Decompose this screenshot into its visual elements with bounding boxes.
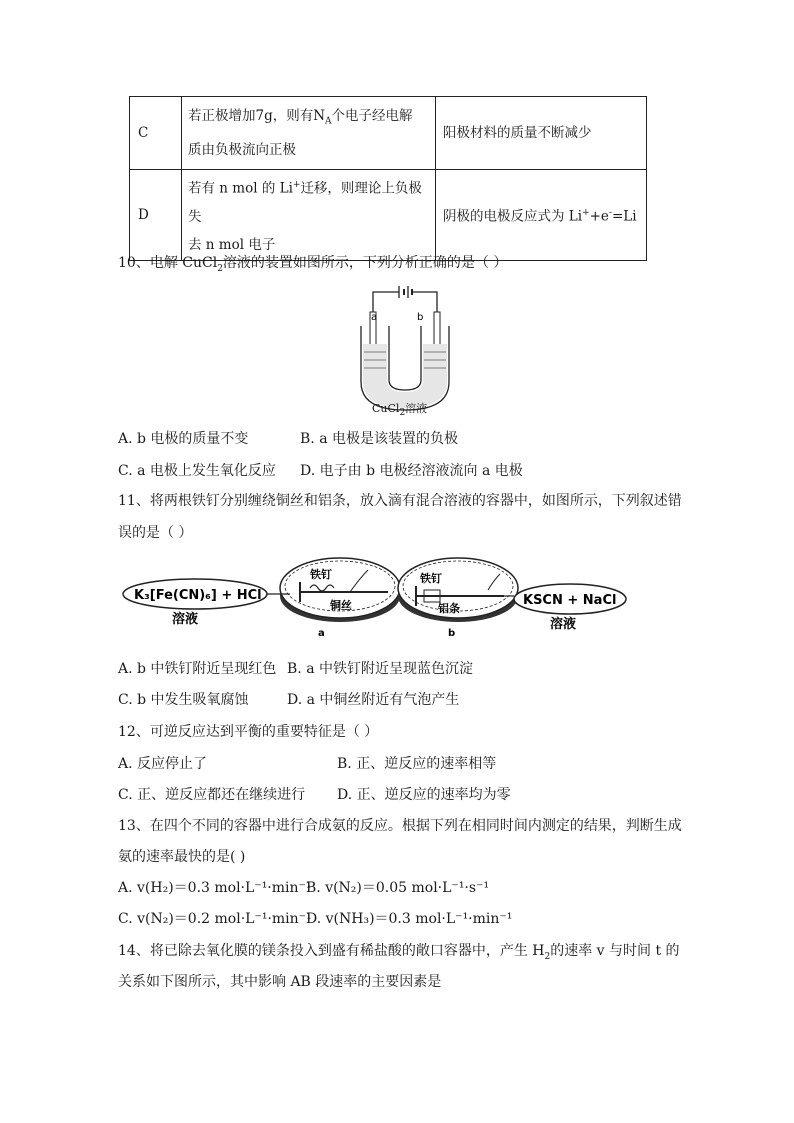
- question-13-stem-line1: 13、在四个不同的容器中进行合成氨的反应。根据下列在相同时间内测定的结果，判断生成: [118, 818, 682, 834]
- question-13-stem-line2: 氨的速率最快的是( ): [118, 849, 246, 865]
- question-12-option-a: A. 反应停止了: [118, 756, 208, 772]
- question-11-option-d: D. a 中铜丝附近有气泡产生: [287, 692, 460, 708]
- left-solution-formula: K₃[Fe(CN)₆] + HCl: [134, 588, 262, 603]
- table-cell-middle: 若有 n mol 的 Li+迁移，则理论上负极失 去 n mol 电子: [182, 170, 436, 261]
- question-10-stem: 10、电解 CuCl$_2$溶液的装置如图所示，下列分析正确的是（ ）: [118, 255, 508, 274]
- question-11-option-c: C. b 中发生吸氧腐蚀: [118, 692, 249, 708]
- right-solution-label: 溶液: [550, 617, 577, 632]
- dish-b-nail-label: 铁钉: [420, 572, 442, 585]
- left-solution-label: 溶液: [172, 612, 199, 627]
- table-cell-middle: 若正极增加7g，则有$N_A$个电子经电解 质由负极流向正极: [182, 97, 436, 170]
- question-11-stem-line1: 11、将两根铁钉分别缠绕铜丝和铝条，放入滴有混合溶液的容器中，如图所示，下列叙述错: [118, 493, 682, 509]
- question-11-option-a: A. b 中铁钉附近呈现红色: [118, 661, 277, 677]
- options-table: [129, 96, 647, 261]
- electrode-a-label: a: [371, 312, 378, 323]
- question-11-stem-line2: 误的是（ ）: [118, 525, 193, 541]
- table-cell-key: D: [130, 170, 182, 261]
- question-10-option-c: C. a 电极上发生氧化反应: [118, 463, 276, 479]
- right-solution-formula: KSCN + NaCl: [523, 593, 617, 608]
- question-10-option-b: B. a 电极是该装置的负极: [300, 431, 458, 447]
- table-cell-key: C: [130, 97, 182, 170]
- question-10-option-d: D. 电子由 b 电极经溶液流向 a 电极: [300, 463, 523, 479]
- dish-b-label: b: [448, 628, 456, 639]
- dish-b-wire-label: 铝条: [438, 602, 460, 615]
- dish-a-nail-label: 铁钉: [310, 568, 332, 581]
- question-11-option-b: B. a 中铁钉附近呈现蓝色沉淀: [287, 661, 473, 677]
- figure-caption: CuCl$_2$溶液: [372, 402, 428, 419]
- petri-dish-diagram: [120, 550, 640, 642]
- table-cell-right: 阳极材料的质量不断减少: [436, 97, 647, 170]
- question-13-option-a: A. v(H₂)＝0.3 mol·L⁻¹·min⁻¹: [118, 880, 312, 896]
- question-12-option-d: D. 正、逆反应的速率均为零: [337, 787, 511, 803]
- question-13-option-b: B. v(N₂)＝0.05 mol·L⁻¹·s⁻¹: [306, 880, 490, 896]
- question-10-option-a: A. b 电极的质量不变: [118, 431, 249, 447]
- table-cell-right: 阴极的电极反应式为 Li++e-=Li: [436, 170, 647, 261]
- question-12-stem: 12、可逆反应达到平衡的重要特征是（ ）: [118, 724, 379, 740]
- table-row: [130, 170, 647, 261]
- dish-a-label: a: [318, 628, 325, 639]
- question-13-option-d: D. v(NH₃)＝0.3 mol·L⁻¹·min⁻¹: [306, 911, 513, 927]
- electrode-b-label: b: [417, 312, 424, 323]
- question-14-stem-line1: 14、将已除去氧化膜的镁条投入到盛有稀盐酸的敞口容器中，产生 $H_2$的速率 v 与时间 t 的: [118, 943, 680, 962]
- question-14-stem-line2: 关系如下图所示，其中影响 AB 段速率的主要因素是: [118, 974, 442, 990]
- question-12-option-c: C. 正、逆反应都还在继续进行: [118, 787, 306, 803]
- question-13-option-c: C. v(N₂)＝0.2 mol·L⁻¹·min⁻¹: [118, 911, 312, 927]
- dish-a-wire-label: 铜丝: [330, 599, 352, 612]
- question-12-option-b: B. 正、逆反应的速率相等: [337, 756, 497, 772]
- table-row: [130, 97, 647, 170]
